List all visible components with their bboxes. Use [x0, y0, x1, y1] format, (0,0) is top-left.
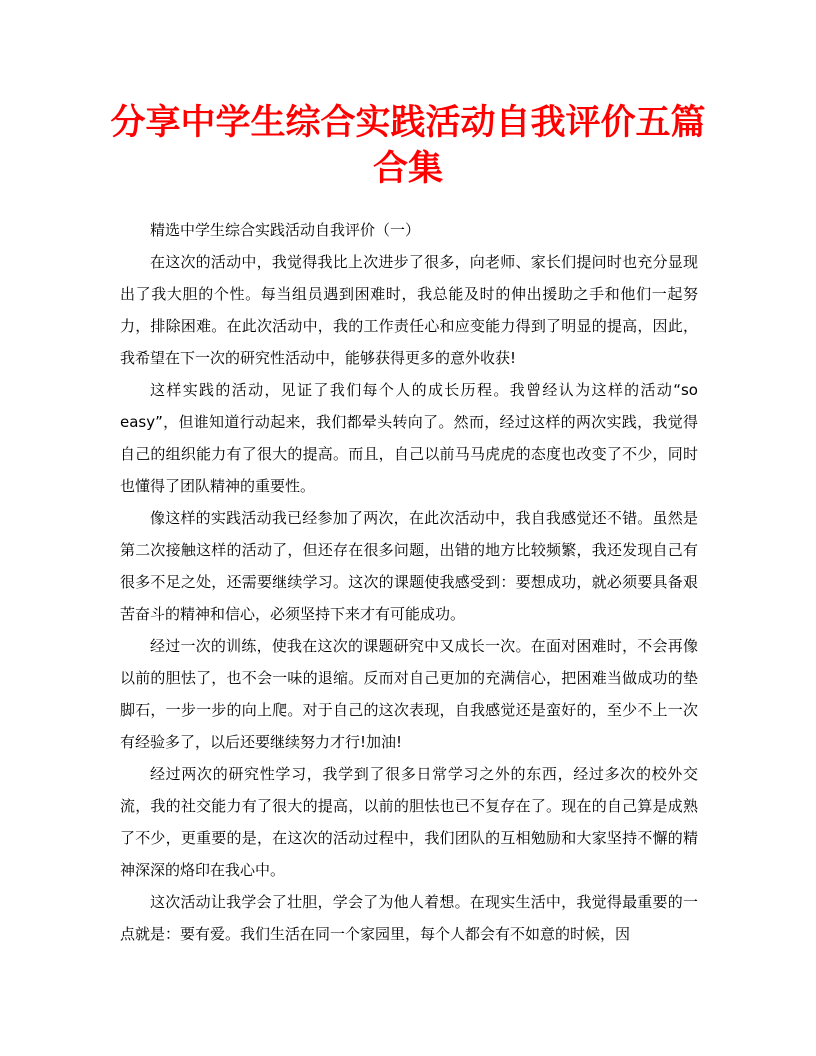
paragraph: 像这样的实践活动我已经参加了两次，在此次活动中，我自我感觉还不错。虽然是第二次接触这样的活动了，但还存在很多问题，出错的地方比较频繁，我还发现自己有很多不足之处，还需要继续学习。这次的课题使我感受到：要想成功，就必须要具备艰苦奋斗的精神和信心，必须坚持下来才有可能成功。 [120, 509, 698, 623]
document-body [120, 214, 698, 950]
paragraph: 这次活动让我学会了壮胆，学会了为他人着想。在现实生活中，我觉得最重要的一点就是：要有爱。我们生活在同一个家园里，每个人都会有不如意的时候，因 [120, 893, 698, 943]
paragraph: 这样实践的活动，见证了我们每个人的成长历程。我曾经认为这样的活动“so easy”，但谁知道行动起来，我们都晕头转向了。然而，经过这样的两次实践，我觉得自己的组织能力有了很大的提高。而且，自己以前马马虎虎的态度也改变了不少，同时也懂得了团队精神的重要性。 [120, 381, 698, 495]
paragraph: 经过两次的研究性学习，我学到了很多日常学习之外的东西，经过多次的校外交流，我的社交能力有了很大的提高，以前的胆怯也已不复存在了。现在的自己算是成熟了不少，更重要的是，在这次的活动过程中，我们团队的互相勉励和大家坚持不懈的精神深深的烙印在我心中。 [120, 765, 698, 879]
paragraph: 在这次的活动中，我觉得我比上次进步了很多，向老师、家长们提问时也充分显现出了我大胆的个性。每当组员遇到困难时，我总能及时的伸出援助之手和他们一起努力，排除困难。在此次活动中，我的工作责任心和应变能力得到了明显的提高，因此，我希望在下一次的研究性活动中，能够获得更多的意外收获! [120, 253, 698, 367]
document-title: 分享中学生综合实践活动自我评价五篇合集 [110, 102, 706, 189]
paragraph: 经过一次的训练，使我在这次的课题研究中又成长一次。在面对困难时，不会再像以前的胆怯了，也不会一味的退缩。反而对自己更加的充满信心，把困难当做成功的垫脚石，一步一步的向上爬。对于自己的这次表现，自我感觉还是蛮好的，至少不上一次有经验多了，以后还要继续努力才行!加油! [120, 637, 698, 751]
section-heading: 精选中学生综合实践活动自我评价（一） [150, 221, 421, 239]
